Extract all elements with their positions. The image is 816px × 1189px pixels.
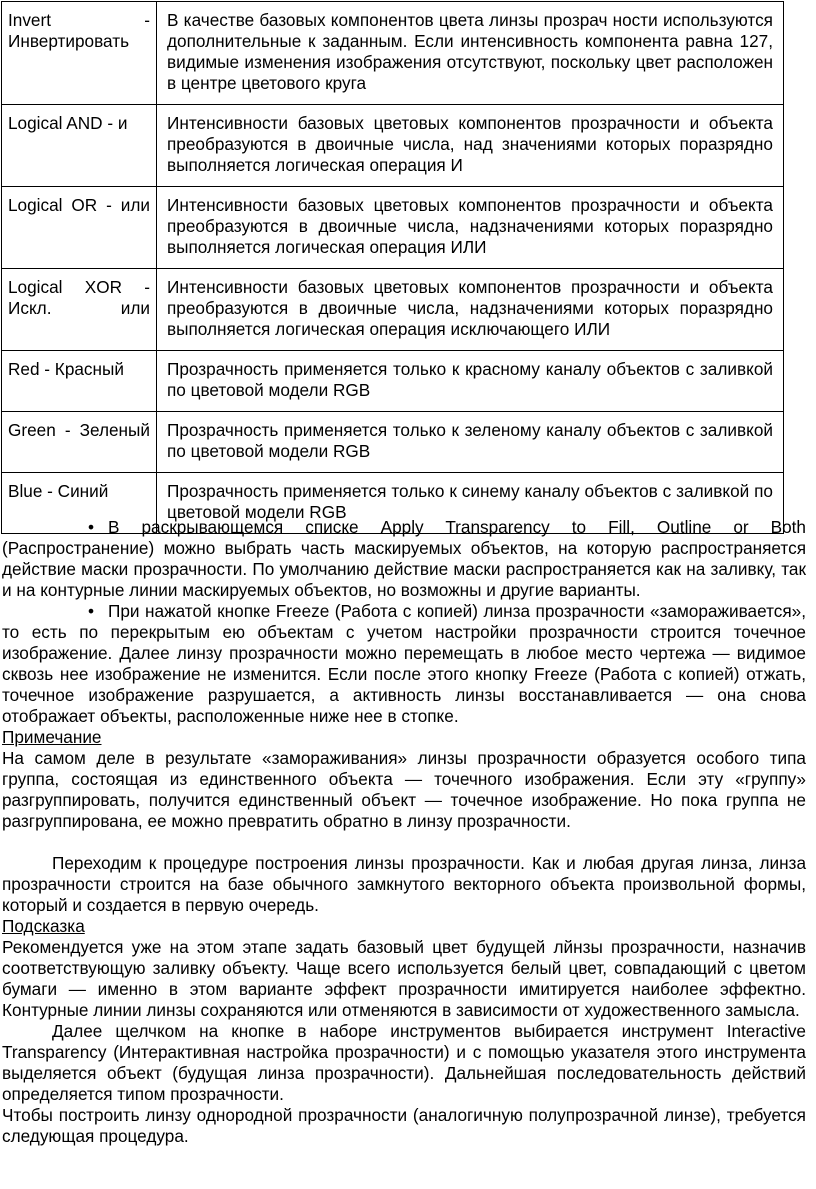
mode-description: В качестве базовых компонентов цвета линзы прозрач ности используются дополнительные к заданным. Если интенсивность компонента равна 127, видимые изменения изображения отсутствуют, поскольку цвет расположен в центре цветового круга: [157, 2, 784, 105]
mode-name: Blue - Синий: [2, 473, 157, 534]
mode-description: Интенсивности базовых цветовых компонентов прозрачности и объекта преобразуются в двоичные числа, надзначениями которых поразрядно выполняется логическая операция исключающего ИЛИ: [157, 269, 784, 351]
bullet-text: В раскрывающемся списке Apply Transparency to Fill, Outline or Both (Распространение) можно выбрать часть маскируемых объектов, на которую распространяется действие маски прозрачности. По умолчанию действие маски распространяется как на заливку, так и на контурные линии маскируемых объектов, но возможны и другие варианты.: [2, 517, 806, 600]
table-row: [2, 269, 784, 351]
note-text: На самом деле в результате «замораживания» линзы прозрачности образуется особого типа группа, состоящая из единственного объекта — точечного изображения. Если эту «группу» разгруппировать, получится единственный объект — точечное изображение. Но пока группа не разгруппирована, ее можно превратить обратно в линзу прозрачности.: [2, 748, 806, 831]
mode-name: Green - Зеленый: [2, 412, 157, 473]
bullet-paragraph: [2, 601, 806, 727]
mode-description: Прозрачность применяется только к красному каналу объектов с заливкой по цветовой модели RGB: [157, 351, 784, 412]
mode-name: Logical OR - или: [2, 187, 157, 269]
spacer: [2, 832, 806, 853]
table-row: [2, 105, 784, 187]
mode-description: Интенсивности базовых цветовых компонентов прозрачности и объекта преобразуются в двоичные числа, надзначениями которых поразрядно выполняется логическая операция ИЛИ: [157, 187, 784, 269]
bullet-icon: •: [87, 601, 94, 621]
table-row: [2, 2, 784, 105]
body-text: [2, 517, 806, 1147]
paragraph: Переходим к процедуре построения линзы прозрачности. Как и любая другая линза, линза прозрачности строится на базе обычного замкнутого векторного объекта произвольной формы, который и создается в первую очередь.: [2, 853, 806, 915]
mode-description: Интенсивности базовых цветовых компонентов прозрачности и объекта преобразуются в двоичные числа, над значениями которых поразрядно выполняется логическая операция И: [157, 105, 784, 187]
note-heading: Примечание: [2, 727, 102, 747]
mode-description: Прозрачность применяется только к зеленому каналу объектов с заливкой по цветовой модели RGB: [157, 412, 784, 473]
bullet-paragraph: [2, 517, 806, 601]
mode-name: Logical XOR - Искл. или: [2, 269, 157, 351]
mode-name: Red - Красный: [2, 351, 157, 412]
bullet-text: При нажатой кнопке Freeze (Работа с копией) линза прозрачности «замораживается», то есть по перекрытым ею объектам с учетом настройки прозрачности строится точечное изображение. Далее линзу прозрачности можно перемещать в любое место чертежа — видимое сквозь нее изображение не изменится. Если после этого кнопку Freeze (Работа с копией) отжать, точечное изображение разрушается, а активность линзы восстанавливается — она снова отображает объекты, расположенные ниже нее в стопке.: [2, 601, 806, 726]
mode-name: Invert - Инвертировать: [2, 2, 157, 105]
table-row: [2, 187, 784, 269]
mode-name: Logical AND - и: [2, 105, 157, 187]
paragraph: Чтобы построить линзу однородной прозрачности (аналогичную полупрозрачной линзе), требуется следующая процедура.: [2, 1105, 806, 1146]
mode-description: Прозрачность применяется только к синему каналу объектов с заливкой по цветовой модели RGB: [157, 473, 784, 534]
hint-text: Рекомендуется уже на этом этапе задать базовый цвет будущей лйнзы прозрачности, назначив соответствующую заливку объекту. Чаще всего используется белый цвет, совпадающий с цветом бумаги — именно в этом варианте эффект прозрачности имитируется наиболее эффектно. Контурные линии линзы сохраняются или отменяются в зависимости от художественного замысла.: [2, 937, 806, 1020]
bullet-icon: •: [87, 517, 94, 537]
hint-heading: Подсказка: [2, 916, 85, 936]
paragraph: Далее щелчком на кнопке в наборе инструментов выбирается инструмент Interactive Transparency (Интерактивная настройка прозрачности) и с помощью указателя этого инструмента выделяется объект (будущая линза прозрачности). Дальнейшая последовательность действий определяется типом прозрачности.: [2, 1021, 806, 1104]
table-row: [2, 351, 784, 412]
table-row: [2, 412, 784, 473]
transparency-modes-table: [1, 1, 784, 534]
